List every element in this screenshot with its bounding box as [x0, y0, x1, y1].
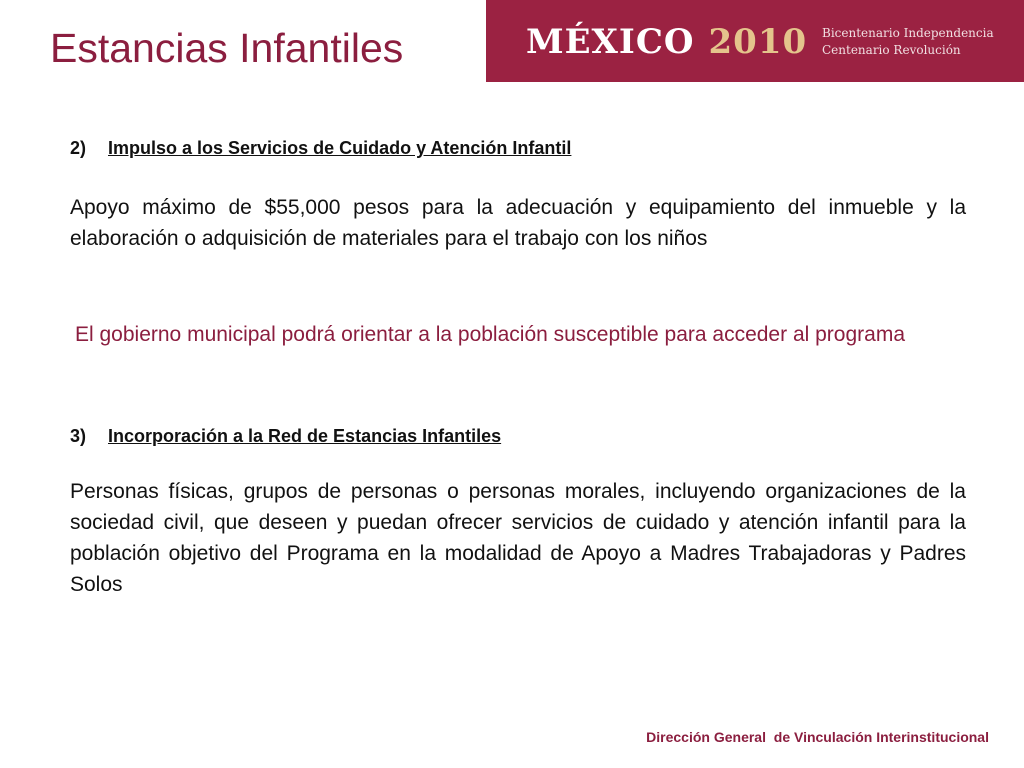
section-3-body: Personas físicas, grupos de personas o personas morales, incluyendo organizaciones de la sociedad civil, que deseen y puedan ofrecer servicios de cuidado y atención infantil para la población objetivo del Programa en la modalidad de Apoyo a Madres Trabajadoras y Padres Solos [70, 480, 966, 596]
caption-line-1: Bicentenario Independencia [822, 26, 994, 40]
header-banner [486, 0, 1024, 82]
section-2-number: 2) [70, 138, 87, 158]
footer-department: Dirección General de Vinculación Interinstitucional [646, 729, 989, 745]
section-3-number: 3) [70, 426, 87, 446]
section-3-heading [70, 425, 501, 447]
page-title: Estancias Infantiles [50, 25, 404, 71]
section-2-body: Apoyo máximo de $55,000 pesos para la adecuación y equipamiento del inmueble y la elaboración o adquisición de materiales para el trabajo con los niños [70, 196, 966, 250]
logo-word: MÉXICO [526, 22, 695, 62]
mexico-2010-logo [526, 24, 807, 60]
section-3-title: Incorporación a la Red de Estancias Infantiles [108, 426, 502, 446]
section-2-note: El gobierno municipal podrá orientar a la población susceptible para acceder al programa [75, 323, 905, 346]
section-2-heading [70, 137, 571, 159]
logo-year: 2010 [708, 22, 808, 62]
section-2-title: Impulso a los Servicios de Cuidado y Atención Infantil [108, 138, 572, 158]
bicentenario-caption [822, 25, 994, 59]
caption-line-2: Centenario Revolución [822, 43, 961, 57]
